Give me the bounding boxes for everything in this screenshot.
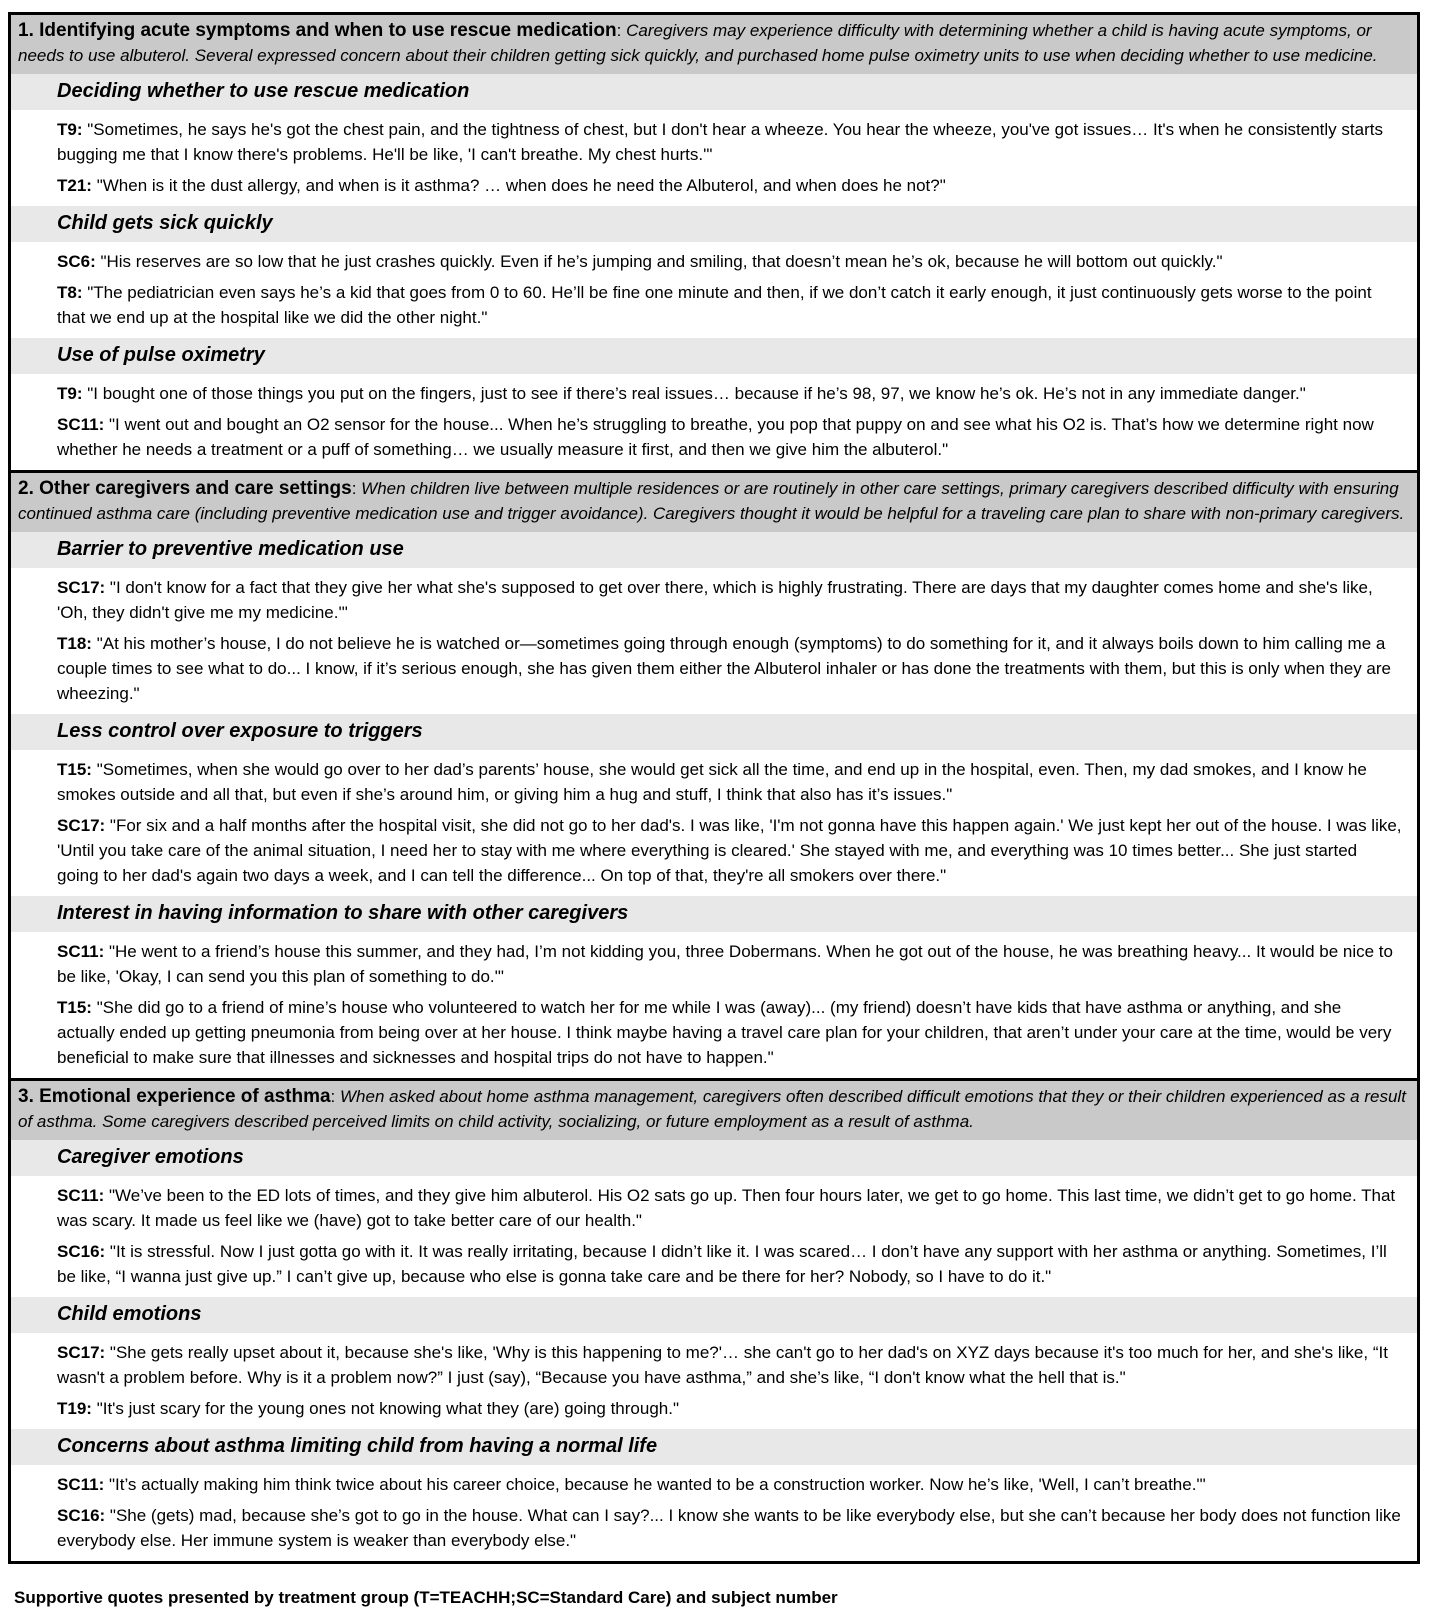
quote-item xyxy=(57,412,1403,462)
quote-item xyxy=(57,381,1403,406)
quote-text: "At his mother’s house, I do not believe he is watched or—sometimes going through enough (symptoms) to do something for it, and it always boils down to him calling me a couple times to see what to do... I know, if it’s serious enough, she has given them either the Albuterol inhaler or has done the treatments with them, but this is only when they are wheezing." xyxy=(57,634,1391,703)
quote-item xyxy=(57,631,1403,706)
subject-code: T21: xyxy=(57,176,92,195)
subtheme-title: Child emotions xyxy=(11,1297,1417,1333)
quote-text: "For six and a half months after the hospital visit, she did not go to her dad's. I was like, 'I'm not gonna have this happen again.' We just kept her out of the house. I was like, 'Until you take care of the animal situation, I need her to stay with me where everything is cleared.' She stayed with me, and everything was 10 times better... She just started going to her dad's again two days a week, and I can tell the difference... On top of that, they're all smokers over there." xyxy=(57,816,1402,885)
quote-item xyxy=(57,1340,1403,1390)
quote-item xyxy=(57,280,1403,330)
subject-code: T9: xyxy=(57,384,83,403)
quote-text: "I went out and bought an O2 sensor for the house... When he’s struggling to breathe, you pop that puppy on and see what his O2 is. That’s how we determine right now whether he needs a treatment or a puff of something… we usually measure it first, and then we give him the albuterol." xyxy=(57,415,1374,459)
quote-list xyxy=(11,1465,1417,1561)
subtheme-title: Less control over exposure to triggers xyxy=(11,714,1417,750)
section-description: Caregivers may experience difficulty with determining whether a child is having acute symptoms, or needs to use albuterol. Several expressed concern about their children getting sick quickly, and purchased home pulse oximetry units to use when deciding whether to use medicine. xyxy=(18,21,1378,65)
subtheme-title: Concerns about asthma limiting child from having a normal life xyxy=(11,1429,1417,1465)
quote-item xyxy=(57,939,1403,989)
subtheme-title: Use of pulse oximetry xyxy=(11,338,1417,374)
subject-code: SC11: xyxy=(57,1475,105,1494)
quote-list xyxy=(11,750,1417,896)
subject-code: T15: xyxy=(57,760,92,779)
quote-item xyxy=(57,1183,1403,1233)
subtheme-title: Barrier to preventive medication use xyxy=(11,532,1417,568)
quote-item xyxy=(57,575,1403,625)
subtheme-title: Interest in having information to share with other caregivers xyxy=(11,896,1417,932)
subject-code: SC16: xyxy=(57,1506,106,1525)
quote-text: "Sometimes, when she would go over to her dad’s parents’ house, she would get sick all the time, and end up in the hospital, even. Then, my dad smokes, and I know he smokes outside and all that, but even if she’s around him, or giving him a hug and stuff, I think that also has it’s issues." xyxy=(57,760,1367,804)
quote-text: "When is it the dust allergy, and when is it asthma? … when does he need the Albuterol, and when does he not?" xyxy=(96,176,946,195)
subject-code: SC17: xyxy=(57,816,106,835)
theme-section-1 xyxy=(8,12,1420,473)
section-title: 1. Identifying acute symptoms and when to use rescue medication xyxy=(18,20,617,41)
quote-item xyxy=(57,813,1403,888)
subject-code: SC11: xyxy=(57,415,105,434)
subject-code: SC17: xyxy=(57,1343,106,1362)
quote-text: "He went to a friend’s house this summer, and they had, I’m not kidding you, three Dobermans. When he got out of the house, he was breathing heavy... It would be nice to be like, 'Okay, I can send you this plan of something to do.'" xyxy=(57,942,1393,986)
quote-list xyxy=(11,110,1417,206)
quote-item xyxy=(57,1239,1403,1289)
section-description: When asked about home asthma management, caregivers often described difficult emotions that they or their children experienced as a result of asthma. Some caregivers described perceived limits on child activity, socializing, or future employment as a result of asthma. xyxy=(18,1087,1406,1131)
section-title: 3. Emotional experience of asthma xyxy=(18,1086,331,1107)
section-description: When children live between multiple residences or are routinely in other care settings, primary caregivers described difficulty with ensuring continued asthma care (including preventive medication use and trigger avoidance). Caregivers thought it would be helpful for a traveling care plan to share with non-primary caregivers. xyxy=(18,479,1405,523)
subtheme-title: Caregiver emotions xyxy=(11,1140,1417,1176)
subject-code: SC16: xyxy=(57,1242,106,1261)
quote-item xyxy=(57,117,1403,167)
quotes-table xyxy=(8,12,1420,1564)
quote-text: "I bought one of those things you put on the fingers, just to see if there’s real issues… because if he’s 98, 97, we know he’s ok. He’s not in any immediate danger." xyxy=(87,384,1306,403)
subject-code: T18: xyxy=(57,634,92,653)
table-footnote: Supportive quotes presented by treatment group (T=TEACHH;SC=Standard Care) and subject number xyxy=(14,1588,838,1607)
subject-code: T15: xyxy=(57,998,92,1017)
quote-list xyxy=(11,374,1417,470)
theme-section-2 xyxy=(8,473,1420,1081)
quote-text: "She gets really upset about it, because she's like, 'Why is this happening to me?'… she can't go to her dad's on XYZ days because it's too much for her, and she's like, “It wasn't a problem before. Why is it a problem now?” I just (say), “Because you have asthma,” and she’s like, “I don't know what the hell that is." xyxy=(57,1343,1388,1387)
section-header: 1. Identifying acute symptoms and when to use rescue medication: Caregivers may experience difficulty with determining whether a child is having acute symptoms, or needs to use albuterol. Several expressed concern about their children getting sick quickly, and purchased home pulse oximetry units to use when deciding whether to use medicine. xyxy=(11,15,1417,74)
subject-code: SC11: xyxy=(57,1186,105,1205)
subject-code: T19: xyxy=(57,1399,92,1418)
subject-code: T8: xyxy=(57,283,83,302)
section-header: 2. Other caregivers and care settings: When children live between multiple residences or are routinely in other care settings, primary caregivers described difficulty with ensuring continued asthma care (including preventive medication use and trigger avoidance). Caregivers thought it would be helpful for a traveling care plan to share with non-primary caregivers. xyxy=(11,473,1417,532)
quote-list xyxy=(11,242,1417,338)
quote-list xyxy=(11,932,1417,1078)
quote-text: "Sometimes, he says he's got the chest pain, and the tightness of chest, but I don't hear a wheeze. You hear the wheeze, you've got issues… It's when he consistently starts bugging me that I know there's problems. He'll be like, 'I can't breathe. My chest hurts.'" xyxy=(57,120,1383,164)
quote-text: "It is stressful. Now I just gotta go with it. It was really irritating, because I didn’t like it. I was scared… I don’t have any support with her asthma or anything. Sometimes, I’ll be like, “I wanna just give up.” I can’t give up, because who else is gonna take care and be there for her? Nobody, so I have to do it." xyxy=(57,1242,1387,1286)
subject-code: SC11: xyxy=(57,942,105,961)
quote-text: "His reserves are so low that he just crashes quickly. Even if he’s jumping and smiling, that doesn’t mean he’s ok, because he will bottom out quickly." xyxy=(100,252,1223,271)
quote-item xyxy=(57,1396,1403,1421)
quote-text: "I don't know for a fact that they give her what she's supposed to get over there, which is highly frustrating. There are days that my daughter comes home and she's like, 'Oh, they didn't give me my medicine.'" xyxy=(57,578,1373,622)
subject-code: SC6: xyxy=(57,252,96,271)
section-header: 3. Emotional experience of asthma: When asked about home asthma management, caregivers often described difficult emotions that they or their children experienced as a result of asthma. Some caregivers described perceived limits on child activity, socializing, or future employment as a result of asthma. xyxy=(11,1081,1417,1140)
quote-item xyxy=(57,173,1403,198)
subtheme-title: Deciding whether to use rescue medication xyxy=(11,74,1417,110)
quote-text: "We’ve been to the ED lots of times, and they give him albuterol. His O2 sats go up. Then four hours later, we get to go home. This last time, we didn’t get to go home. That was scary. It made us feel like we (have) got to take better care of our health." xyxy=(57,1186,1396,1230)
quote-text: "She did go to a friend of mine’s house who volunteered to watch her for me while I was (away)... (my friend) doesn’t have kids that have asthma or anything, and she actually ended up getting pneumonia from being over at her house. I think maybe having a travel care plan for your children, that aren’t under your care at the time, would be very beneficial to make sure that illnesses and sicknesses and hospital trips do not have to happen." xyxy=(57,998,1392,1067)
subtheme-title: Child gets sick quickly xyxy=(11,206,1417,242)
subject-code: SC17: xyxy=(57,578,106,597)
quote-text: "It’s actually making him think twice about his career choice, because he wanted to be a construction worker. Now he’s like, 'Well, I can’t breathe.'" xyxy=(108,1475,1206,1494)
section-title: 2. Other caregivers and care settings xyxy=(18,478,352,499)
quote-list xyxy=(11,1176,1417,1297)
quote-list xyxy=(11,568,1417,714)
quote-item xyxy=(57,249,1403,274)
quote-item xyxy=(57,1503,1403,1553)
subject-code: T9: xyxy=(57,120,83,139)
quote-text: "It's just scary for the young ones not knowing what they (are) going through." xyxy=(96,1399,680,1418)
quote-item xyxy=(57,757,1403,807)
quote-text: "She (gets) mad, because she’s got to go in the house. What can I say?... I know she wants to be like everybody else, but she can’t because her body does not function like everybody else. Her immune system is weaker than everybody else." xyxy=(57,1506,1401,1550)
quote-item xyxy=(57,1472,1403,1497)
theme-section-3 xyxy=(8,1081,1420,1564)
quote-list xyxy=(11,1333,1417,1429)
quote-item xyxy=(57,995,1403,1070)
quote-text: "The pediatrician even says he’s a kid that goes from 0 to 60. He’ll be fine one minute and then, if we don’t catch it early enough, it just continuously gets worse to the point that we end up at the hospital like we did the other night." xyxy=(57,283,1372,327)
